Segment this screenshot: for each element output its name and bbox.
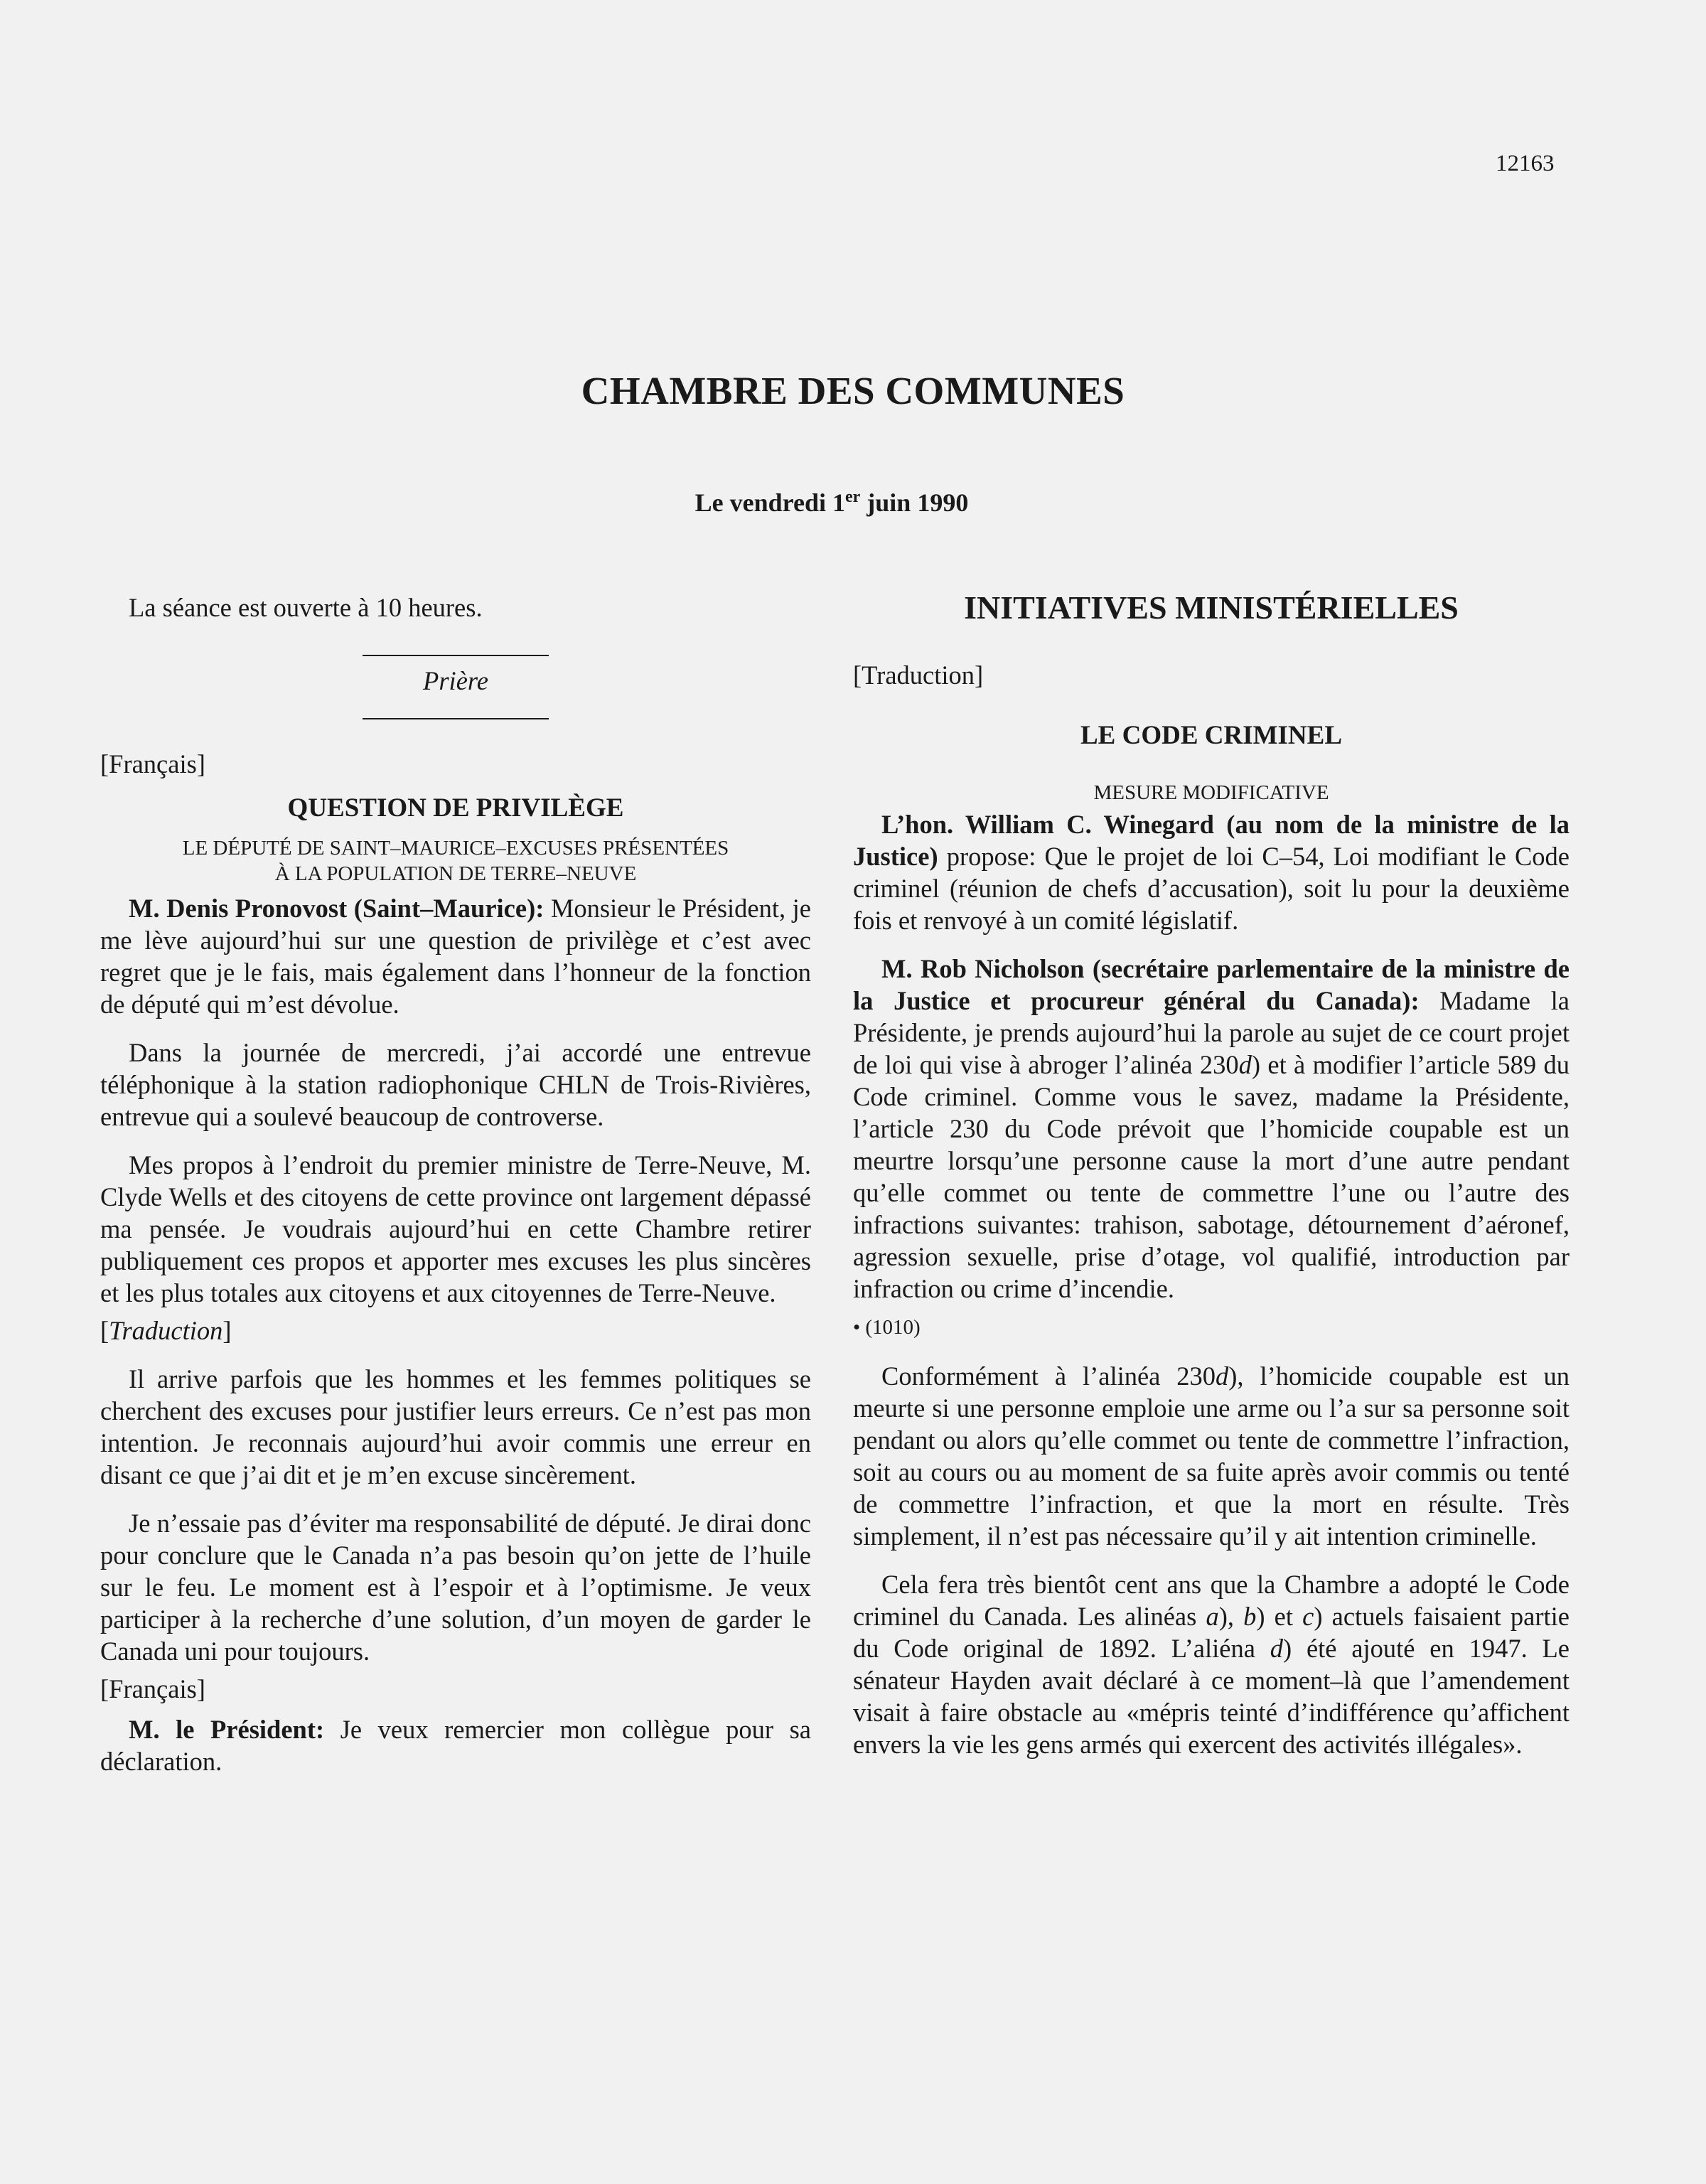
subheading-line: LE DÉPUTÉ DE SAINT–MAURICE–EXCUSES PRÉSENTÉES [182, 837, 729, 860]
language-word: Traduction [109, 1316, 223, 1345]
date-suffix: juin 1990 [860, 488, 969, 517]
speech-paragraph [853, 1568, 1570, 1760]
speech-paragraph: Je n’essaie pas d’éviter ma responsabilité de député. Je dirai donc pour conclure que le Canada n’a pas besoin qu’on jette de l’huile sur le feu. Le moment est à l’espoir et à l’optimisme. Je veux participer à la recherche d’une solution, d’un moyen de garder le Canada uni pour toujours. [100, 1509, 811, 1666]
speech-text: ) et à modifier l’article 589 du Code criminel. Comme vous le savez, madame la Présidente, l’article 230 du Code prévoit que l’homicide coupable est un meurtre lorsqu’une personne cause la mort d’une autre pendant qu’elle commet ou tente de commettre l’une ou l’autre des infractions suivantes: trahison, sabotage, détournement d’aéronef, agression sexuelle, prise d’otage, vol qualifié, introduction par infraction ou crime d’incendie. [853, 1050, 1570, 1303]
subheading-line: À LA POPULATION DE TERRE–NEUVE [274, 862, 637, 885]
speech-paragraph: Dans la journée de mercredi, j’ai accordé une entrevue téléphonique à la station radiophonique CHLN de Trois-Rivières, entrevue qui a soulevé beaucoup de controverse. [100, 1038, 811, 1131]
speech-text: ), l’homicide coupable est un meurte si une personne emploie une arme ou l’a sur sa personne soit pendant ou alors qu’elle commet ou tente de commettre l’infraction, soit au cours ou au moment de sa fuite après avoir commis ou tenté de commettre l’infraction, et que la mort en résulte. Très simplement, il n’est pas nécessaire qu’il y ait intention criminelle. [853, 1361, 1570, 1551]
speech-text: Madame la Présidente, je prends aujourd’hui la parole au sujet de ce court projet de loi qui vise à abroger l’alinéa 230 [853, 986, 1570, 1079]
speech-text: ) actuels faisaient partie du Code original de 1892. L’aliéna [853, 1602, 1570, 1663]
speech-text: ), [1218, 1602, 1244, 1631]
speech-text: Je veux remercier mon collègue pour sa déclaration. [100, 1715, 811, 1776]
italic-letter: a [1206, 1602, 1219, 1631]
speech-text: Conformément à l’alinéa 230 [881, 1361, 1216, 1391]
time-marker: • (1010) [853, 1316, 921, 1339]
speech-text: Cela fera très bientôt cent ans que la Chambre a adopté le Code criminel du Canada. Les alinéas [853, 1570, 1570, 1631]
speech-text: ) été ajouté en 1947. Le sénateur Hayden avait déclaré à ce moment–là que l’amendement visait à faire obstacle au «mépris teinté d’indifférence qu’affichent envers la vie les gens armés qui exercent des activités illégales». [853, 1634, 1570, 1759]
italic-letter: d [1238, 1050, 1252, 1079]
page-number: 12163 [1496, 151, 1555, 176]
section-title: INITIATIVES MINISTÉRIELLES [964, 589, 1459, 626]
section-heading: LE CODE CRIMINEL [1080, 721, 1342, 750]
sitting-opening: La séance est ouverte à 10 heures. [129, 593, 483, 622]
italic-letter: d [1216, 1361, 1229, 1391]
bracket: ] [222, 1316, 232, 1345]
speaker-name: M. le Président: [129, 1715, 325, 1744]
speech-paragraph [853, 808, 1570, 936]
date-prefix: Le vendredi 1 [694, 488, 845, 517]
section-heading: QUESTION DE PRIVILÈGE [287, 793, 624, 823]
bracket: [ [100, 1316, 109, 1345]
left-column [100, 592, 811, 1777]
speech-paragraph [853, 1360, 1570, 1552]
italic-letter: c [1302, 1602, 1314, 1631]
date-superscript: er [844, 488, 861, 506]
speech-text: ) et [1256, 1602, 1303, 1631]
speech-paragraph: Il arrive parfois que les hommes et les femmes politiques se cherchent des excuses pour justifier leurs erreurs. Ce n’est pas mon intention. Je reconnais aujourd’hui avoir commis une erreur en disant ce que j’ai dit et je m’en excuse sincèrement. [100, 1364, 811, 1489]
speech-text: Monsieur le Président, je me lève aujourd’hui sur une question de privilège et c’est avec regret que je le fais, mais également dans l’honneur de la fonction de député qui m’est dévolue. [100, 894, 811, 1019]
speech-paragraph: Mes propos à l’endroit du premier ministre de Terre-Neuve, M. Clyde Wells et des citoyens de cette province ont largement dépassé ma pensée. Je voudrais aujourd’hui en cette Chambre retirer publiquement ces propos et apporter mes excuses les plus sincères et les plus totales aux citoyens et aux citoyennes de Terre-Neuve. [100, 1150, 811, 1307]
sitting-date [0, 488, 1663, 518]
right-column [853, 589, 1570, 1760]
italic-letter: d [1270, 1634, 1283, 1663]
speech-paragraph [853, 953, 1570, 1305]
speaker-name: L’hon. William C. Winegard (au nom de la ministre de la Justice) [853, 810, 1570, 871]
prayer-label: Prière [423, 666, 488, 695]
speaker-name: M. Rob Nicholson (secrétaire parlementaire de la ministre de la Justice et procureur général du Canada): [853, 954, 1570, 1015]
language-marker [100, 1315, 811, 1347]
speech-paragraph [100, 892, 811, 1020]
language-marker: [Traduction] [853, 660, 984, 690]
language-marker: [Français] [100, 1674, 205, 1703]
italic-letter: b [1243, 1602, 1257, 1631]
speech-text: propose: Que le projet de loi C–54, Loi modifiant le Code criminel (réunion de chefs d’accusation), soit lu pour la deuxième fois et renvoyé à un comité législatif. [853, 842, 1570, 935]
subheading-line: MESURE MODIFICATIVE [1093, 781, 1329, 804]
page-title: CHAMBRE DES COMMUNES [581, 369, 1125, 412]
language-marker: [Français] [100, 749, 205, 778]
speaker-name: M. Denis Pronovost (Saint–Maurice): [129, 894, 544, 923]
speech-paragraph [100, 1713, 811, 1777]
